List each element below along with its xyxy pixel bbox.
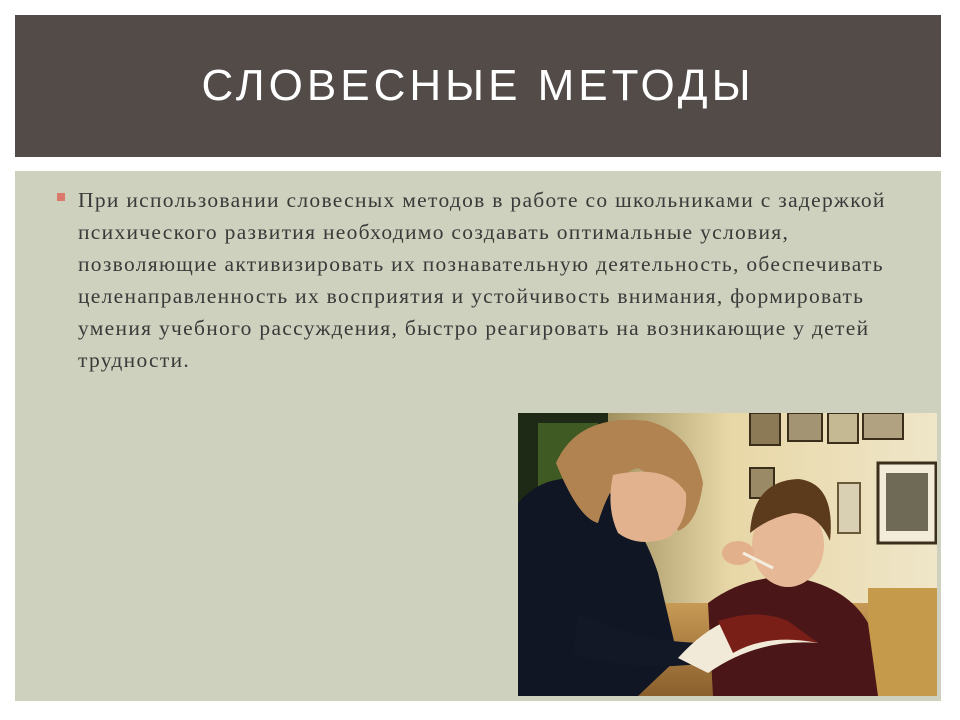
teacher-child-photo: [518, 413, 937, 696]
body-paragraph: При использовании словесных методов в работе со школьниками с задержкой психического развития необходимо создавать оптимальные условия, позволяющие активизировать их познавательную деятельность, обеспечивать целенаправленность их восприятия и устойчивость внимания, формировать умения учебного рассуждения, быстро реагировать на возникающие у детей трудности.: [78, 188, 886, 372]
bullet-marker: [57, 193, 65, 201]
title-bar: [15, 15, 941, 157]
slide-title: СЛОВЕСНЫЕ МЕТОДЫ: [201, 61, 755, 110]
